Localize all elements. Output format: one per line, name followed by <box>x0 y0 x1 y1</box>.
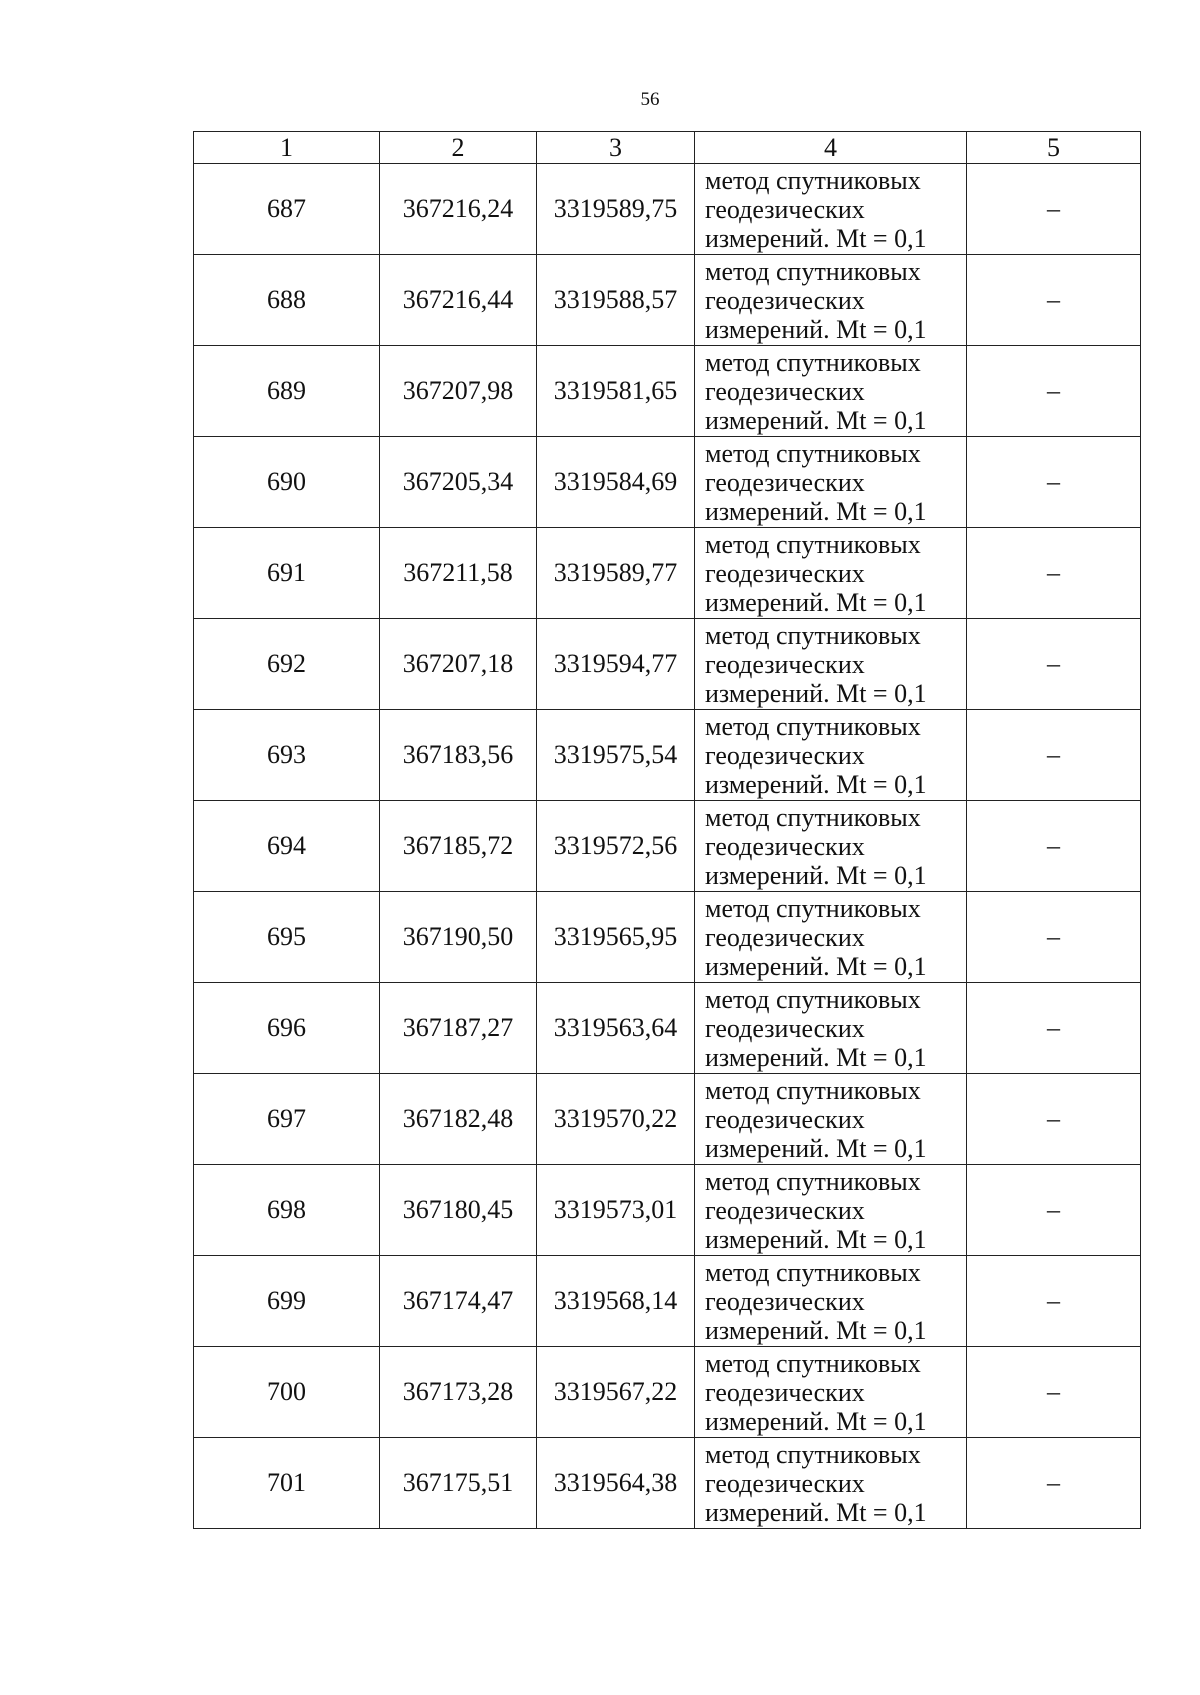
note-cell: – <box>967 892 1141 983</box>
method-cell: метод спутниковых геодезических измерений. Mt = 0,1 <box>695 1438 967 1529</box>
note-cell: – <box>967 1256 1141 1347</box>
y-coordinate-cell: 3319564,38 <box>537 1438 695 1529</box>
x-coordinate-cell: 367183,56 <box>380 710 537 801</box>
note-cell: – <box>967 983 1141 1074</box>
point-number-cell: 697 <box>194 1074 380 1165</box>
x-coordinate-cell: 367205,34 <box>380 437 537 528</box>
method-cell: метод спутниковых геодезических измерений. Mt = 0,1 <box>695 892 967 983</box>
method-cell: метод спутниковых геодезических измерений. Mt = 0,1 <box>695 528 967 619</box>
point-number-cell: 690 <box>194 437 380 528</box>
note-cell: – <box>967 164 1141 255</box>
header-col-3: 3 <box>537 132 695 164</box>
page-number: 56 <box>640 89 660 110</box>
method-cell: метод спутниковых геодезических измерений. Mt = 0,1 <box>695 164 967 255</box>
point-number-cell: 687 <box>194 164 380 255</box>
point-number-cell: 692 <box>194 619 380 710</box>
method-cell: метод спутниковых геодезических измерений. Mt = 0,1 <box>695 346 967 437</box>
y-coordinate-cell: 3319572,56 <box>537 801 695 892</box>
method-cell: метод спутниковых геодезических измерений. Mt = 0,1 <box>695 1256 967 1347</box>
x-coordinate-cell: 367211,58 <box>380 528 537 619</box>
x-coordinate-cell: 367182,48 <box>380 1074 537 1165</box>
x-coordinate-cell: 367207,98 <box>380 346 537 437</box>
x-coordinate-cell: 367190,50 <box>380 892 537 983</box>
note-cell: – <box>967 1347 1141 1438</box>
y-coordinate-cell: 3319570,22 <box>537 1074 695 1165</box>
y-coordinate-cell: 3319568,14 <box>537 1256 695 1347</box>
y-coordinate-cell: 3319589,75 <box>537 164 695 255</box>
y-coordinate-cell: 3319567,22 <box>537 1347 695 1438</box>
method-cell: метод спутниковых геодезических измерений. Mt = 0,1 <box>695 255 967 346</box>
x-coordinate-cell: 367173,28 <box>380 1347 537 1438</box>
x-coordinate-cell: 367175,51 <box>380 1438 537 1529</box>
method-cell: метод спутниковых геодезических измерений. Mt = 0,1 <box>695 983 967 1074</box>
x-coordinate-cell: 367180,45 <box>380 1165 537 1256</box>
table-row <box>194 164 1141 255</box>
table-row <box>194 619 1141 710</box>
table-row <box>194 983 1141 1074</box>
y-coordinate-cell: 3319588,57 <box>537 255 695 346</box>
y-coordinate-cell: 3319594,77 <box>537 619 695 710</box>
note-cell: – <box>967 710 1141 801</box>
table-row <box>194 437 1141 528</box>
method-cell: метод спутниковых геодезических измерений. Mt = 0,1 <box>695 1165 967 1256</box>
note-cell: – <box>967 619 1141 710</box>
point-number-cell: 694 <box>194 801 380 892</box>
note-cell: – <box>967 437 1141 528</box>
x-coordinate-cell: 367207,18 <box>380 619 537 710</box>
method-cell: метод спутниковых геодезических измерений. Mt = 0,1 <box>695 1347 967 1438</box>
table-row <box>194 528 1141 619</box>
table-row <box>194 346 1141 437</box>
note-cell: – <box>967 801 1141 892</box>
x-coordinate-cell: 367185,72 <box>380 801 537 892</box>
table-row <box>194 1074 1141 1165</box>
note-cell: – <box>967 1165 1141 1256</box>
header-col-5: 5 <box>967 132 1141 164</box>
table-row <box>194 1256 1141 1347</box>
point-number-cell: 700 <box>194 1347 380 1438</box>
x-coordinate-cell: 367216,44 <box>380 255 537 346</box>
note-cell: – <box>967 1438 1141 1529</box>
method-cell: метод спутниковых геодезических измерений. Mt = 0,1 <box>695 1074 967 1165</box>
y-coordinate-cell: 3319589,77 <box>537 528 695 619</box>
table-row <box>194 255 1141 346</box>
y-coordinate-cell: 3319581,65 <box>537 346 695 437</box>
note-cell: – <box>967 346 1141 437</box>
table-row <box>194 892 1141 983</box>
point-number-cell: 695 <box>194 892 380 983</box>
method-cell: метод спутниковых геодезических измерений. Mt = 0,1 <box>695 437 967 528</box>
header-col-1: 1 <box>194 132 380 164</box>
point-number-cell: 696 <box>194 983 380 1074</box>
y-coordinate-cell: 3319563,64 <box>537 983 695 1074</box>
header-row <box>194 132 1141 164</box>
method-cell: метод спутниковых геодезических измерений. Mt = 0,1 <box>695 710 967 801</box>
x-coordinate-cell: 367216,24 <box>380 164 537 255</box>
note-cell: – <box>967 255 1141 346</box>
table-row <box>194 1438 1141 1529</box>
y-coordinate-cell: 3319584,69 <box>537 437 695 528</box>
x-coordinate-cell: 367174,47 <box>380 1256 537 1347</box>
method-cell: метод спутниковых геодезических измерений. Mt = 0,1 <box>695 619 967 710</box>
y-coordinate-cell: 3319573,01 <box>537 1165 695 1256</box>
note-cell: – <box>967 528 1141 619</box>
table-body <box>194 164 1141 1529</box>
point-number-cell: 689 <box>194 346 380 437</box>
table-row <box>194 801 1141 892</box>
table-row <box>194 710 1141 801</box>
table-row <box>194 1165 1141 1256</box>
point-number-cell: 701 <box>194 1438 380 1529</box>
coordinates-table <box>193 131 1141 1529</box>
note-cell: – <box>967 1074 1141 1165</box>
method-cell: метод спутниковых геодезических измерений. Mt = 0,1 <box>695 801 967 892</box>
header-col-2: 2 <box>380 132 537 164</box>
point-number-cell: 698 <box>194 1165 380 1256</box>
table-row <box>194 1347 1141 1438</box>
point-number-cell: 688 <box>194 255 380 346</box>
point-number-cell: 699 <box>194 1256 380 1347</box>
table-header <box>194 132 1141 164</box>
point-number-cell: 693 <box>194 710 380 801</box>
y-coordinate-cell: 3319565,95 <box>537 892 695 983</box>
y-coordinate-cell: 3319575,54 <box>537 710 695 801</box>
point-number-cell: 691 <box>194 528 380 619</box>
header-col-4: 4 <box>695 132 967 164</box>
x-coordinate-cell: 367187,27 <box>380 983 537 1074</box>
